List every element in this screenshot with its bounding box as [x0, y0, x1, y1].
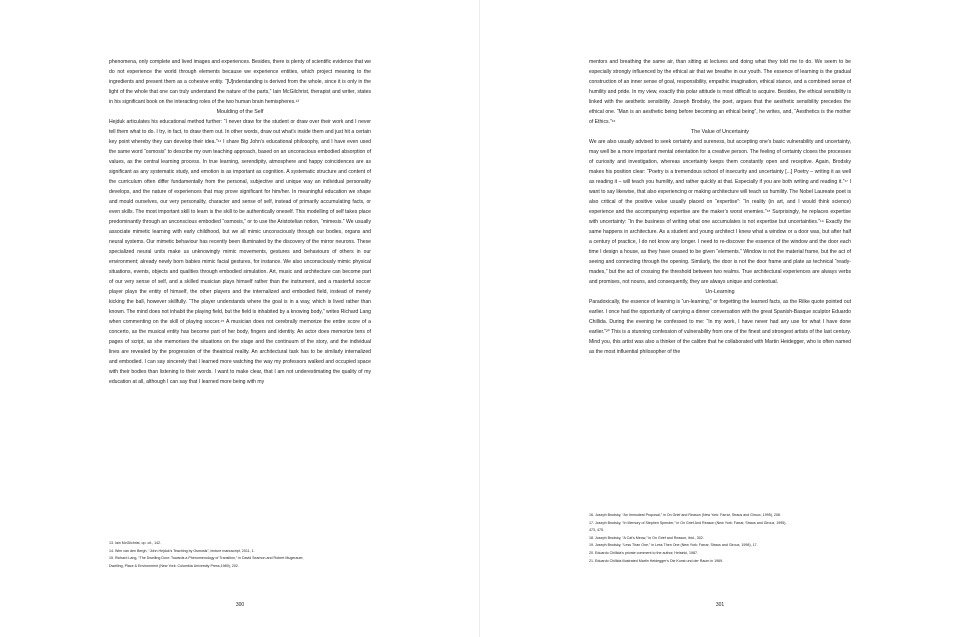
page-number-left: 300 [235, 602, 245, 608]
left-footnotes [109, 540, 371, 570]
right-page [480, 0, 960, 637]
footnote: Dwelling, Place & Environment (New York: Columbia University Press,1989), 202. [109, 563, 239, 568]
footnote: 14. Wim van den Bergh, “John Hejduk’s Teaching by Osmosis”, lecture manuscript, 2011, 1. [109, 548, 255, 553]
footnote: 15. Richard Lang, “The Dwelling Door: Towards a Phenomenology of Transition,” in David Seamon and Robert Mugerauer, [109, 556, 304, 561]
section-heading-value-of-uncertainty: The Value of Uncertainty [691, 129, 749, 135]
right-text-column [589, 57, 851, 357]
page-number-right: 301 [715, 602, 725, 608]
section-heading-un-learning: Un-Learning [705, 289, 735, 295]
footnote: 16. Joseph Brodsky, “An Immodest Proposal,” in On Grief and Reason (New York: Farrar, Straus and Giroux, 1995), 208. [589, 513, 781, 517]
unlearning-paragraph: Paradoxically, the essence of learning is “un-learning,” or forgetting the learned facts, as the Rilke quote pointed out earlier. I once had the opportunity of carrying a dinner conversation with the great Spanish-Basque sculptor Eduardo Chillida. During the evening he confessed to me: “In my work, I have never had any use for what I have done earlier.”²⁰ This is a stunning confession of vulnerability from one of the finest and strongest artists of the last century. Mind you, this artist was also a thinker of the calibre that he collaborated with Martin Heidegger, who is often named as the most influential philosopher of the [589, 299, 851, 355]
right-intro-paragraph: mentors and breathing the same air, than sitting at lectures and doing what they told me to do. We seem to be especially strongly influenced by the ethical air that we breathe in our youth. The essence of learning is the gradual construction of an inner sense of goal, responsibility, empathic imagination, ethical stance, and a combined sense of humility and pride. In my view, exactly this polar attitude is most difficult to acquire. Besides, the ethical sensibility is linked with the aesthetic sensibility. Joseph Brodsky, the poet, argues that the aesthetic sensibility precedes the ethical one. “Man is an aesthetic being before becoming an ethical being”, he writes, and, “Aesthetics is the mother of Ethics.”¹⁶ [589, 59, 851, 125]
footnote: 473, 475. [589, 528, 604, 533]
right-footnotes [589, 512, 851, 565]
left-text-column [109, 57, 371, 387]
left-intro-paragraph: phenomena, only complete and lived images and experiences. Besides, there is plenty of scientific evidence that we do not experience the world through elements because we experience entities, which project meaning to the ingredients and present them as a cohesive entity. “[U]nderstanding is derived from the whole, since it is only in the light of the whole that one can truly understand the nature of the parts,” Iain McGilchrist, therapist and writer, states in his significant book on the interacting roles of the two human brain hemispheres.¹³ [109, 59, 371, 105]
footnote: 17. Joseph Brodsky, “In Memory of Stephen Spender,” in On Grief And Reason (New York: Farrar, Straus and Giroux, 1995), [589, 520, 787, 525]
footnote: 21. Eduardo Chillida illustrated Martin Heidegger’s Die Kunst und der Raum in 1969. [589, 558, 724, 563]
uncertainty-paragraph: We are also usually advised to seek certainty and sureness, but accepting one’s basic vulnerability and uncertainty, may well be a more important mental orientation for a creative person. The feeling of certainty closes the processes of curiosity and investigation, whereas uncertainty keeps them constantly open and receptive. Again, Brodsky makes his position clear: “Poetry is a tremendous school of insecurity and uncertainty [...] Poetry – writing it as well as reading it – will teach you humility, and rather quickly at that. Especially if you are both writing and reading it.”¹⁷ I want to say likewise, that also experiencing or making architecture will teach us humility. The Nobel Laureate poet is also critical of the positive value usually placed on “expertise”: “In reality (in art, and I would think science) experience and the accompanying expertise are the maker’s worst enemies.”¹⁸ Surprisingly, he replaces expertise with uncertainty: “In the business of writing what one accumulates is not expertise but uncertainties.”¹⁹ Exactly the same happens in architecture. As a student and young architect I knew what a window or a door was, but after half a century of practice, I do not know any longer. I need to re-discover the essence of the window and the door each time I design a house, as they have ceased to be given “elements.” Window is not the material frame, but the act of seeing and connecting through the opening. Similarly, the door is not the door frame and plate as technical “ready-mades,” but the act of crossing the threshold between two realms. True architectural experiences are always verbs and promises, not nouns, and consequently, they are always unique and contextual. [589, 139, 851, 285]
footnote: 20. Eduardo Chillida’s private comment to the author, Helsinki, 1987. [589, 550, 699, 555]
footnote: 19. Joseph Brodsky, “Less Than One,” in Less Then One (New York: Farrar, Straus and Giroux, 1998), 17. [589, 543, 758, 548]
section-heading-moulding-of-the-self: Moulding of the Self [216, 109, 264, 115]
footnote: 13. Iain McGilchrist, op. cit., 142. [109, 541, 162, 545]
left-body-paragraph: Hejduk articulates his educational method further: “I never draw for the student or draw over their work and I never tell them what to do. I try, in fact, to draw them out. In other words, draw out what’s inside them and just hit a certain key point whereby they can develop their idea.”¹⁴ I share Big John’s educational philosophy, and I have even used the same word “osmosis” to describe my own teaching approach, based on an unconscious embodied absorption of values, as the central learning process. In true learning, serendipity, atmosphere and happy coincidences are as significant as any systematic study, and emotion is as important as cognition. A systematic structure and content of the curriculum often differ fundamentally from the personal, subjective and unique way an individual personality develops, and the nature of experiences that may prove significant for him/her. In meaningful education we shape and mould ourselves, our very personality, character and sense of self, instead of primarily accumulating facts, or even skills. The most important skill to learn is the skill to be authentically oneself. This modelling of self takes place predominantly through an unconscious embodied “osmosis,” or to use the Aristotelian notion, “mimesis.” We usually associate mimetic learning with early childhood, but we all mimic unconsciously through our bodies, organs and neural systems. Our mimetic behaviour has recently been illuminated by the discovery of the mirror neurons. These specialized neural units make us unknowingly mimic movements, gestures and behaviours of others in our environment; already newly born babies mimic facial gestures, for instance. We also unconsciously mimic physical situations, events, objects and qualities through embodied simulation. Art, music and architecture can become part of our very sense of self, and a skilled musician plays himself rather than the instrument, and a masterful soccer player plays the entity of himself, the other players and the internalized and embodied field, instead of merely kicking the ball, however skillfully. “The player understands where the goal is in a way, which is lived rather than known. The mind does not inhabit the playing field, but the field is inhabited by a knowing body,” writes Richard Lang when commenting on the skill of playing soccer.¹⁵ A musician does not cerebrally memorize the entire score of a concerto, as the musical entity has become part of her body, fingers and identity. An actor does memorize tens of pages of script, as she memorises the situations on the stage and the continuum of the story, and the individual lines are revealed by the progression of the theatrical reality. An architectural task has to be similarly internalized and embodied. I can say sincerely that I learned more watching the way my professors walked and occupied space with their bodies than listening to their words. I want to make clear, that I am not underestimating the quality of my education at all, although I can say that I learned more being with my [109, 119, 372, 385]
footnote: 18. Joseph Brodsky, “A Cat’s Meow,” in On Grief and Reason, ibid., 302. [589, 535, 704, 540]
